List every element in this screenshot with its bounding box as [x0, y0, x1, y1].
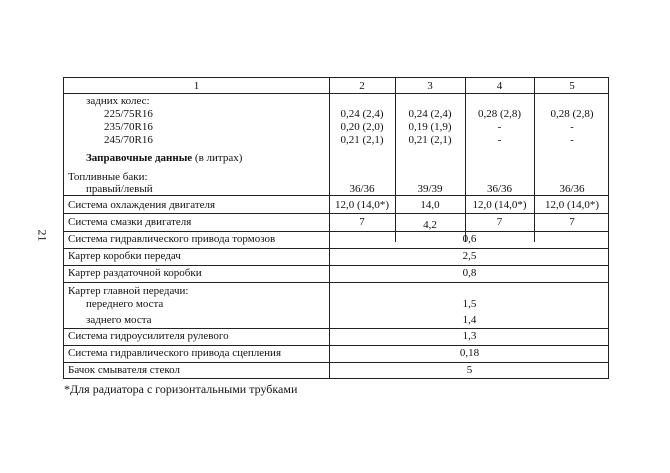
- table-cell: 0,8: [462, 267, 477, 279]
- row-divider: [64, 248, 608, 249]
- final-drive-rear-label: заднего моста: [86, 314, 152, 326]
- table-cell: 4,2: [423, 219, 437, 231]
- table-cell: 0,21 (2,1): [340, 134, 384, 146]
- table-cell: 12,0 (14,0*): [472, 199, 527, 211]
- table-cell: 0,21 (2,1): [408, 134, 452, 146]
- table-cell: 2,5: [462, 250, 477, 262]
- row-divider: [64, 345, 608, 346]
- tire-size: 235/70R16: [104, 121, 153, 133]
- table-cell: 1,3: [462, 330, 477, 342]
- refill-heading: [86, 152, 242, 165]
- page-number: 21: [35, 229, 50, 242]
- table-cell: 1,4: [462, 314, 477, 326]
- table-cell: 36/36: [559, 183, 585, 195]
- specifications-table: [63, 77, 609, 379]
- table-cell: 0,24 (2,4): [408, 108, 452, 120]
- row-divider: [64, 282, 608, 283]
- row-divider: [64, 328, 608, 329]
- header-col-3: 3: [427, 80, 433, 92]
- final-drive-front-label: переднего моста: [86, 298, 164, 310]
- table-cell: 0,24 (2,4): [340, 108, 384, 120]
- steering-label: Система гидроусилителя рулевого: [68, 330, 229, 342]
- row-divider: [64, 362, 608, 363]
- header-col-1: 1: [193, 80, 200, 92]
- footnote: *Для радиатора с горизонтальными трубками: [64, 382, 298, 396]
- header-col-4: 4: [496, 80, 503, 92]
- table-cell: -: [497, 121, 502, 133]
- header-col-5: 5: [569, 80, 575, 92]
- table-cell: 7: [569, 216, 575, 228]
- row-divider: [64, 213, 608, 214]
- tire-size: 225/75R16: [104, 108, 153, 120]
- table-cell: 36/36: [349, 183, 375, 195]
- lubrication-label: Система смазки двигателя: [68, 216, 192, 228]
- final-drive-label: Картер главной передачи:: [68, 285, 189, 297]
- table-cell: 39/39: [417, 183, 443, 195]
- table-cell: -: [497, 134, 502, 146]
- table-cell: 0,6: [462, 233, 477, 245]
- table-cell: -: [570, 134, 574, 146]
- washer-label: Бачок смывателя стекол: [68, 364, 180, 376]
- cooling-label: Система охлаждения двигателя: [68, 199, 216, 211]
- table-cell: 7: [359, 216, 365, 228]
- col-divider-2: [395, 78, 396, 242]
- header-col-2: 2: [359, 80, 365, 92]
- rear-wheels-label: задних колес:: [86, 95, 150, 107]
- table-cell: 14,0: [420, 199, 440, 211]
- row-divider: [64, 195, 608, 196]
- clutch-label: Система гидравлического привода сцепления: [68, 347, 282, 359]
- table-cell: -: [570, 121, 574, 133]
- table-cell: 7: [496, 216, 503, 228]
- table-cell: 0,28 (2,8): [550, 108, 594, 120]
- refill-title: Заправочные данные: [86, 152, 193, 164]
- row-divider: [64, 231, 608, 232]
- table-cell: 0,28 (2,8): [477, 108, 522, 120]
- row-divider: [64, 265, 608, 266]
- fuel-tanks-sub: правый/левый: [86, 183, 153, 195]
- gearbox-label: Картер коробки передач: [68, 250, 181, 262]
- header-divider: [64, 93, 608, 94]
- table-cell: 12,0 (14,0*): [544, 199, 600, 211]
- table-cell: 5: [466, 364, 473, 376]
- fuel-tanks-label: Топливные баки:: [68, 171, 148, 183]
- brakes-label: Система гидравлического привода тормозов: [68, 233, 276, 245]
- table-cell: 0,19 (1,9): [408, 121, 452, 133]
- table-cell: 12,0 (14,0*): [334, 199, 390, 211]
- table-cell: 0,20 (2,0): [340, 121, 384, 133]
- tire-size: 245/70R16: [104, 134, 153, 146]
- table-cell: 1,5: [462, 298, 477, 310]
- table-cell: 0,18: [459, 347, 480, 359]
- transfer-label: Картер раздаточной коробки: [68, 267, 202, 279]
- table-cell: 36/36: [486, 183, 513, 195]
- refill-unit: (в литрах): [194, 152, 243, 164]
